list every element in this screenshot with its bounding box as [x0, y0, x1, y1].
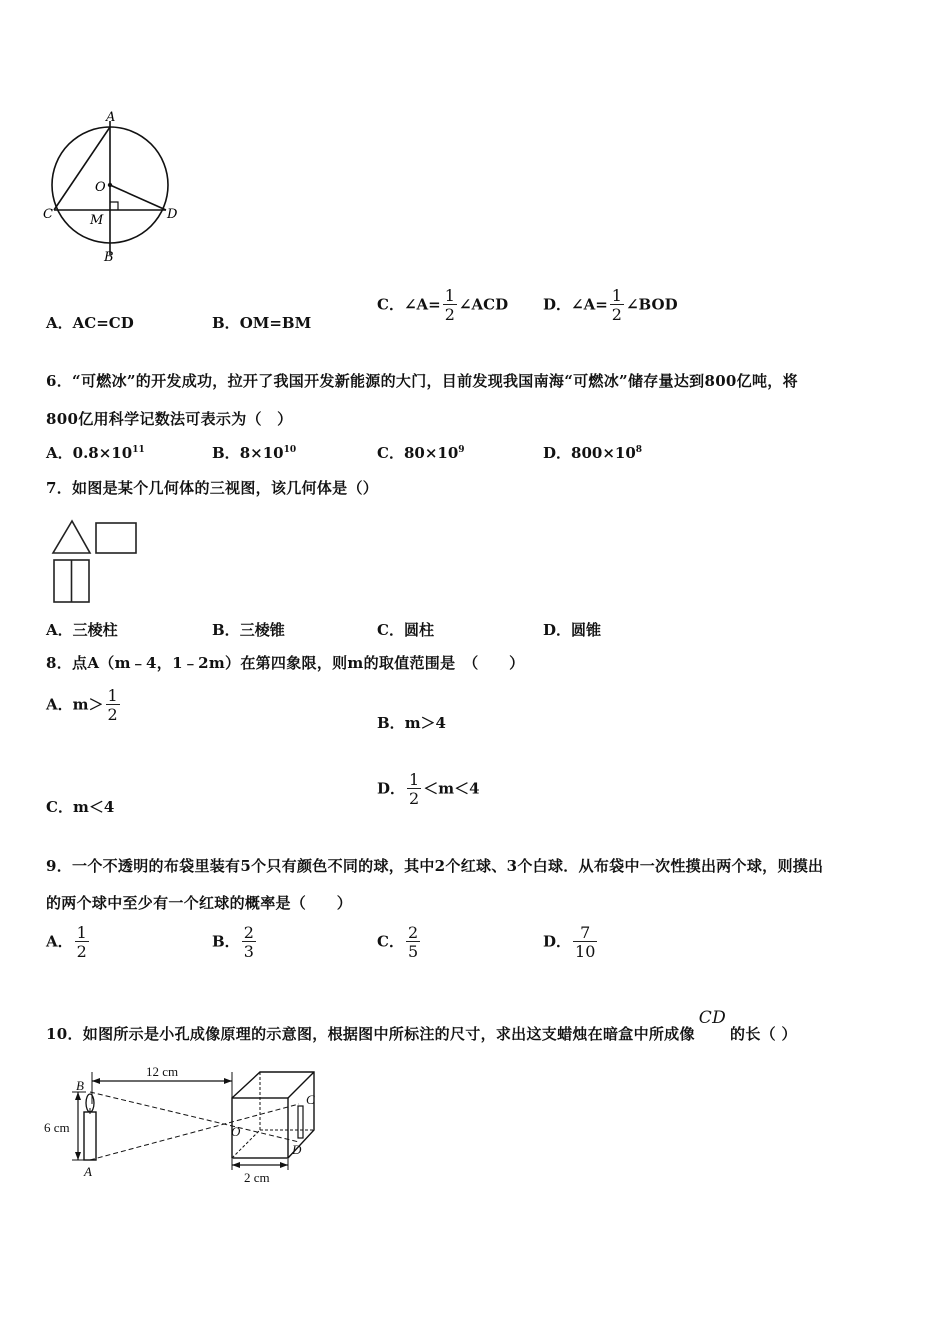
q7-option-b[interactable]: B．三棱锥 [212, 621, 285, 639]
length-12cm: 12 cm [146, 1064, 179, 1079]
option-text: AC=CD [72, 314, 134, 332]
fraction: $\frac{1}{2}$ [444, 286, 455, 324]
q6-option-b[interactable]: B．$8\times 10^{10}$ [212, 444, 297, 462]
length-6cm: 6 cm [44, 1120, 70, 1135]
q8-option-d[interactable]: D． $\frac{1}{2}$ ＜m＜4 [377, 770, 480, 808]
q9-option-c[interactable]: C． $\frac{2}{5}$ [377, 923, 419, 961]
q8-option-b[interactable]: B．m＞4 [377, 714, 446, 732]
option-label: C． [377, 295, 404, 314]
q9-option-a[interactable]: A． $\frac{1}{2}$ [46, 923, 87, 961]
q9-stem-line2: 的两个球中至少有一个红球的概率是（ ） [46, 894, 353, 912]
image-top-c: C [306, 1092, 315, 1107]
image-base-d: D [292, 1142, 302, 1157]
option-label: D． [543, 295, 572, 314]
q5-option-a[interactable] [46, 312, 134, 333]
point-d-label: D [167, 207, 178, 222]
fraction: $\frac{7}{10}$ [575, 923, 596, 961]
point-m-label: M [90, 213, 104, 228]
fraction: $\frac{2}{5}$ [407, 923, 419, 961]
q7-option-d[interactable]: D．圆锥 [543, 621, 602, 639]
q9-stem-line1: 9．一个不透明的布袋里装有5个只有颜色不同的球，其中2个红球、3个白球．从布袋中一次性摸出两个球，则摸出 [46, 857, 824, 875]
q5-option-d[interactable]: D．∠A= $\frac{1}{2}$ ∠BOD [543, 286, 678, 324]
three-view-figure [50, 518, 142, 606]
pinhole-figure [42, 1064, 332, 1188]
q7-stem: 7．如图是某个几何体的三视图，该几何体是（） [46, 479, 379, 497]
point-b-label: B [104, 250, 114, 265]
q6-stem-line1: 6．“可燃冰”的开发成功，拉开了我国开发新能源的大门，目前发现我国南海“可燃冰”储存量达到800亿吨，将 [46, 372, 798, 390]
q8-option-c[interactable]: C．m＜4 [46, 798, 115, 816]
point-c-label: C [43, 207, 53, 222]
q9-option-d[interactable]: D． $\frac{7}{10}$ [543, 923, 596, 961]
length-2cm: 2 cm [244, 1170, 270, 1185]
candle-top-b: B [76, 1078, 84, 1093]
option-text: OM=BM [239, 314, 312, 332]
point-a-label: A [106, 110, 116, 125]
q7-option-a[interactable]: A．三棱柱 [46, 621, 118, 639]
q5-option-c[interactable]: C．∠A= $\frac{1}{2}$ ∠ACD [377, 286, 509, 324]
pinhole-o: O [231, 1124, 241, 1139]
q6-option-c[interactable]: C．$80\times 10^9$ [377, 444, 465, 462]
point-o-label: O [95, 180, 106, 195]
fraction: $\frac{1}{2}$ [409, 770, 420, 808]
q10-stem: 10．如图所示是小孔成像原理的示意图，根据图中所标注的尺寸，求出这支蜡烛在暗盒中所成像CD的长（ ） [46, 1008, 797, 1043]
q9-option-b[interactable]: B． $\frac{2}{3}$ [212, 923, 254, 961]
option-label: A． [46, 314, 73, 332]
q7-option-c[interactable]: C．圆柱 [377, 621, 434, 639]
circle-figure [40, 105, 190, 270]
q5-option-b[interactable] [212, 312, 311, 333]
fraction: $\frac{2}{3}$ [243, 923, 254, 961]
fraction: $\frac{1}{2}$ [107, 686, 118, 724]
candle-base-a: A [84, 1164, 92, 1179]
q8-stem: 8．点A（m﹣4，1﹣2m）在第四象限，则m的取值范围是 （ ） [46, 654, 525, 672]
q6-stem-line2: 800亿用科学记数法可表示为（ ） [46, 410, 293, 428]
q8-option-a[interactable]: A．m＞ $\frac{1}{2}$ [46, 686, 118, 724]
fraction: $\frac{1}{2}$ [76, 923, 87, 961]
option-label: B． [212, 314, 240, 332]
fraction: $\frac{1}{2}$ [611, 286, 622, 324]
q6-option-d[interactable]: D．$800\times 10^8$ [543, 444, 643, 462]
cd-symbol: CD [698, 1008, 727, 1028]
q6-option-a[interactable]: A．$0.8\times 10^{11}$ [46, 444, 145, 462]
